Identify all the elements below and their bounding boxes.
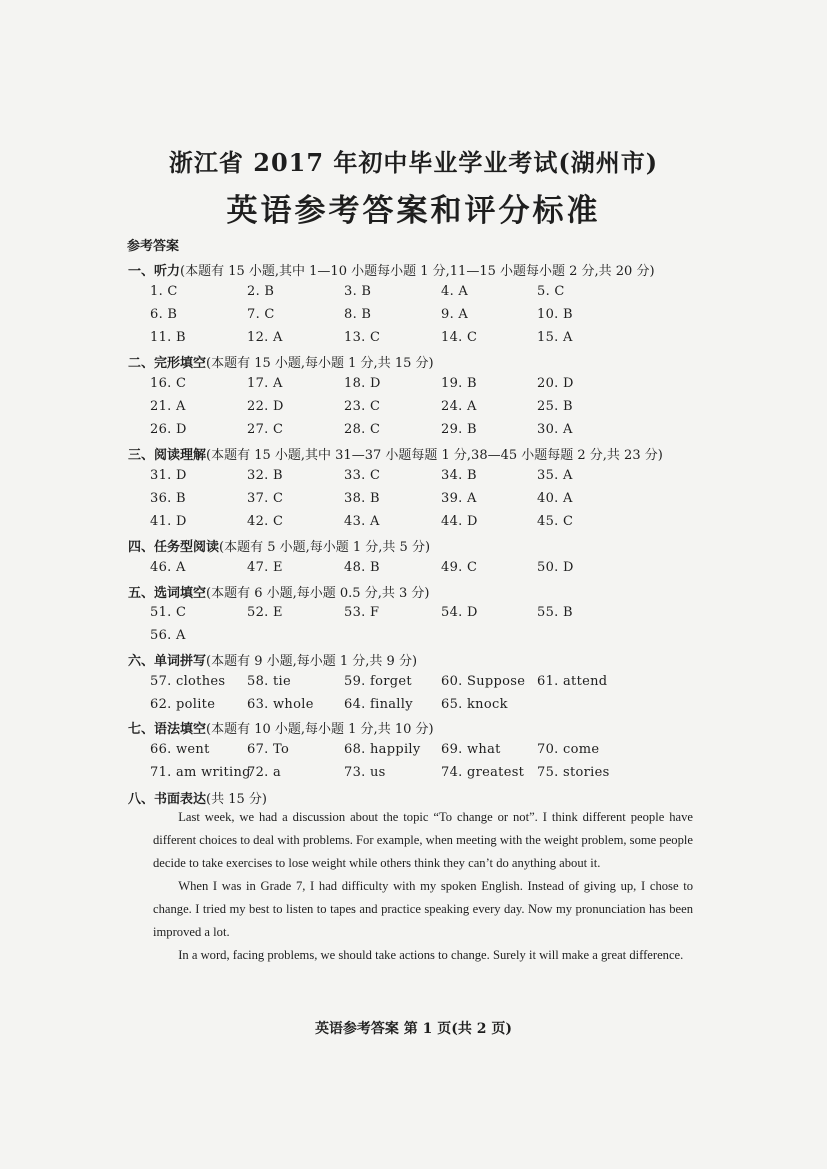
answer-item: 43. A bbox=[344, 514, 380, 529]
section-heading bbox=[128, 444, 663, 463]
section-name: 二、完形填空 bbox=[128, 356, 207, 371]
answer-item: 17. A bbox=[247, 376, 283, 391]
answer-item: 28. C bbox=[344, 422, 381, 437]
reference-answers-label: 参考答案 bbox=[127, 239, 180, 254]
answer-item: 32. B bbox=[247, 468, 283, 483]
section-scoring-note: (共 15 分) bbox=[206, 792, 267, 807]
section-scoring-note: (本题有 5 小题,每小题 1 分,共 5 分) bbox=[219, 540, 431, 555]
writing-sample bbox=[153, 806, 693, 967]
answer-item: 45. C bbox=[537, 514, 574, 529]
answer-item: 39. A bbox=[441, 491, 477, 506]
answer-item: 25. B bbox=[537, 399, 573, 414]
answer-item: 57. clothes bbox=[150, 674, 226, 689]
answer-item: 26. D bbox=[150, 422, 187, 437]
essay-paragraph: In a word, facing problems, we should take actions to change. Surely it will make a great difference. bbox=[178, 948, 684, 962]
answer-item: 3. B bbox=[344, 284, 372, 299]
answer-item: 18. D bbox=[344, 376, 381, 391]
document-subtitle: 英语参考答案和评分标准 bbox=[226, 193, 601, 229]
answer-item: 65. knock bbox=[441, 697, 508, 712]
answer-item: 30. A bbox=[537, 422, 573, 437]
section-heading bbox=[128, 788, 267, 807]
answer-item: 56. A bbox=[150, 628, 186, 643]
section-scoring-note: (本题有 9 小题,每小题 1 分,共 9 分) bbox=[206, 654, 418, 669]
section-name: 六、单词拼写 bbox=[128, 654, 207, 669]
answer-item: 68. happily bbox=[344, 742, 421, 757]
answer-item: 73. us bbox=[344, 765, 386, 780]
answer-item: 50. D bbox=[537, 560, 574, 575]
answer-item: 51. C bbox=[150, 605, 187, 620]
answer-item: 49. C bbox=[441, 560, 478, 575]
section-scoring-note: (本题有 6 小题,每小题 0.5 分,共 3 分) bbox=[206, 586, 430, 601]
section-name: 五、选词填空 bbox=[128, 586, 207, 601]
section-scoring-note: (本题有 15 小题,其中 1—10 小题每小题 1 分,11—15 小题每小题 2 分,共 20 分) bbox=[180, 264, 655, 279]
answer-item: 27. C bbox=[247, 422, 284, 437]
section-scoring-note: (本题有 10 小题,每小题 1 分,共 10 分) bbox=[206, 722, 434, 737]
answer-item: 60. Suppose bbox=[441, 674, 526, 689]
answer-item: 52. E bbox=[247, 605, 283, 620]
answer-item: 1. C bbox=[150, 284, 178, 299]
answer-item: 40. A bbox=[537, 491, 573, 506]
answer-item: 54. D bbox=[441, 605, 478, 620]
answer-item: 14. C bbox=[441, 330, 478, 345]
answer-item: 71. am writing bbox=[150, 765, 251, 780]
answer-item: 72. a bbox=[247, 765, 282, 780]
answer-item: 74. greatest bbox=[441, 765, 525, 780]
answer-item: 6. B bbox=[150, 307, 178, 322]
answer-item: 19. B bbox=[441, 376, 477, 391]
section-heading bbox=[128, 536, 430, 555]
answer-item: 58. tie bbox=[247, 674, 291, 689]
answer-item: 37. C bbox=[247, 491, 284, 506]
answer-item: 11. B bbox=[150, 330, 186, 345]
answer-item: 59. forget bbox=[344, 674, 412, 689]
section-name: 四、任务型阅读 bbox=[128, 540, 220, 555]
answer-item: 9. A bbox=[441, 307, 469, 322]
page-footer: 英语参考答案 第 1 页(共 2 页) bbox=[314, 1021, 513, 1037]
answer-item: 23. C bbox=[344, 399, 381, 414]
answer-item: 42. C bbox=[247, 514, 284, 529]
section-heading bbox=[128, 260, 655, 279]
answer-item: 36. B bbox=[150, 491, 186, 506]
section-name: 八、书面表达 bbox=[128, 792, 207, 807]
answer-item: 13. C bbox=[344, 330, 381, 345]
answer-item: 5. C bbox=[537, 284, 565, 299]
answer-item: 31. D bbox=[150, 468, 187, 483]
answer-item: 67. To bbox=[247, 742, 290, 757]
answer-item: 66. went bbox=[150, 742, 210, 757]
section-scoring-note: (本题有 15 小题,每小题 1 分,共 15 分) bbox=[206, 356, 434, 371]
answer-item: 53. F bbox=[344, 605, 380, 620]
answer-item: 70. come bbox=[537, 742, 600, 757]
answer-item: 55. B bbox=[537, 605, 573, 620]
section-heading bbox=[128, 582, 429, 601]
essay-paragraph: Last week, we had a discussion about the topic “To change or not”. I think different people have different choices to deal with problems. For example, when meeting with the weight problem, some people decide to take exercises to lose weight while others think they can’t do anything about it. bbox=[153, 810, 693, 870]
section-name: 三、阅读理解 bbox=[128, 448, 207, 463]
answer-item: 75. stories bbox=[537, 765, 610, 780]
answer-item: 10. B bbox=[537, 307, 573, 322]
answer-item: 38. B bbox=[344, 491, 380, 506]
answer-item: 21. A bbox=[150, 399, 186, 414]
answer-item: 8. B bbox=[344, 307, 372, 322]
answer-item: 29. B bbox=[441, 422, 477, 437]
section-name: 一、听力 bbox=[128, 264, 181, 279]
answer-item: 61. attend bbox=[537, 674, 608, 689]
answer-item: 20. D bbox=[537, 376, 574, 391]
answer-item: 15. A bbox=[537, 330, 573, 345]
answer-item: 48. B bbox=[344, 560, 380, 575]
answer-item: 62. polite bbox=[150, 697, 216, 712]
answer-item: 7. C bbox=[247, 307, 275, 322]
answer-item: 33. C bbox=[344, 468, 381, 483]
answer-item: 64. finally bbox=[344, 697, 413, 712]
answer-item: 24. A bbox=[441, 399, 477, 414]
answer-item: 46. A bbox=[150, 560, 186, 575]
answer-item: 2. B bbox=[247, 284, 275, 299]
essay-paragraph: When I was in Grade 7, I had difficulty with my spoken English. Instead of giving up, I chose to change. I tried my best to listen to tapes and practice speaking every day. Now my pronunciation has been improved a lot. bbox=[153, 879, 693, 939]
answer-item: 12. A bbox=[247, 330, 283, 345]
section-name: 七、语法填空 bbox=[128, 722, 207, 737]
section-heading bbox=[128, 718, 434, 737]
answer-item: 41. D bbox=[150, 514, 187, 529]
section-heading bbox=[128, 352, 434, 371]
answer-item: 69. what bbox=[441, 742, 501, 757]
answer-item: 35. A bbox=[537, 468, 573, 483]
answer-item: 34. B bbox=[441, 468, 477, 483]
section-scoring-note: (本题有 15 小题,其中 31—37 小题每题 1 分,38—45 小题每题 2 分,共 23 分) bbox=[206, 448, 663, 463]
answer-item: 4. A bbox=[441, 284, 469, 299]
answer-item: 63. whole bbox=[247, 697, 314, 712]
answer-item: 22. D bbox=[247, 399, 284, 414]
answer-item: 47. E bbox=[247, 560, 283, 575]
exam-title: 浙江省 2017 年初中毕业学业考试(湖州市) bbox=[168, 148, 659, 177]
answer-item: 44. D bbox=[441, 514, 478, 529]
section-heading bbox=[128, 650, 417, 669]
answer-item: 16. C bbox=[150, 376, 187, 391]
